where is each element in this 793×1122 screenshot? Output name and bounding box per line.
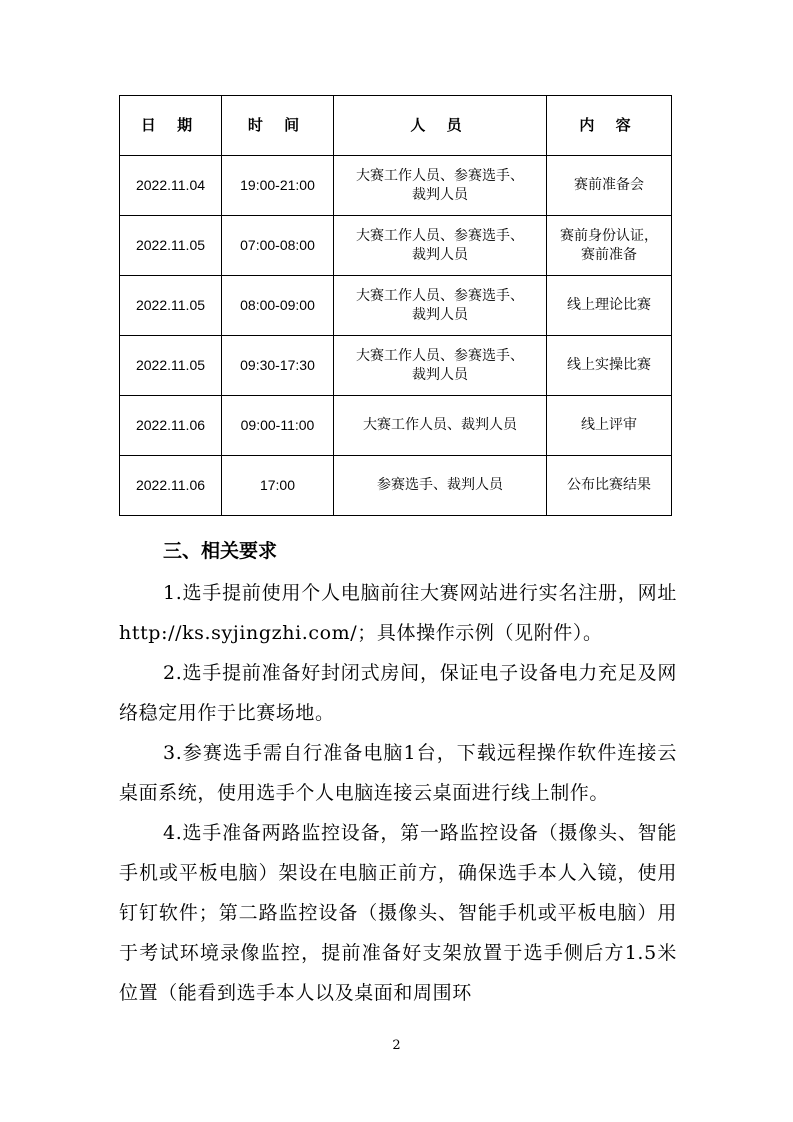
cell-time: 08:00-09:00: [222, 276, 334, 336]
cell-time: 09:30-17:30: [222, 336, 334, 396]
people-text: 大赛工作人员、参赛选手、裁判人员: [356, 347, 524, 383]
cell-content: 线上评审: [547, 396, 672, 456]
schedule-table: [119, 95, 672, 516]
requirement-paragraph-1: 1.选手提前使用个人电脑前往大赛网站进行实名注册，网址http://ks.syjingzhi.com/；具体操作示例（见附件）。: [119, 582, 677, 644]
header-date: 日 期: [120, 96, 222, 156]
header-time: 时 间: [222, 96, 334, 156]
page-number: 2: [392, 1038, 401, 1053]
header-content: 内 容: [547, 96, 672, 156]
people-text: 大赛工作人员、参赛选手、裁判人员: [356, 287, 524, 323]
cell-people: 参赛选手、裁判人员: [334, 456, 547, 516]
requirement-paragraph-4: 4.选手准备两路监控设备，第一路监控设备（摄像头、智能手机或平板电脑）架设在电脑正前方，确保选手本人入镜，使用钉钉软件；第二路监控设备（摄像头、智能手机或平板电脑）用于考试环境录像监控，提前准备好支架放置于选手侧后方1.5米位置（能看到选手本人以及桌面和周围环: [119, 822, 677, 1004]
cell-people: [334, 276, 547, 336]
table-row: [120, 396, 672, 456]
cell-content: 赛前准备会: [547, 156, 672, 216]
cell-date: 2022.11.05: [120, 336, 222, 396]
cell-content: 线上实操比赛: [547, 336, 672, 396]
table-row: [120, 456, 672, 516]
table-row: [120, 336, 672, 396]
cell-content: [547, 216, 672, 276]
section-title: 三、相关要求: [163, 540, 278, 562]
cell-content: 线上理论比赛: [547, 276, 672, 336]
cell-time: 17:00: [222, 456, 334, 516]
cell-people: 大赛工作人员、裁判人员: [334, 396, 547, 456]
table-row: [120, 216, 672, 276]
cell-content: 公布比赛结果: [547, 456, 672, 516]
cell-people: [334, 156, 547, 216]
table-row: [120, 276, 672, 336]
requirement-paragraph-3: 3.参赛选手需自行准备电脑1台，下载远程操作软件连接云桌面系统，使用选手个人电脑连接云桌面进行线上制作。: [119, 742, 677, 804]
cell-date: 2022.11.05: [120, 216, 222, 276]
table-header-row: [120, 96, 672, 156]
cell-date: 2022.11.04: [120, 156, 222, 216]
cell-time: 19:00-21:00: [222, 156, 334, 216]
table-row: [120, 156, 672, 216]
people-text: 大赛工作人员、参赛选手、裁判人员: [356, 227, 524, 263]
cell-time: 07:00-08:00: [222, 216, 334, 276]
cell-people: [334, 216, 547, 276]
header-people: 人 员: [334, 96, 547, 156]
content-text: 赛前身份认证，赛前准备: [560, 227, 658, 263]
cell-time: 09:00-11:00: [222, 396, 334, 456]
requirement-paragraph-2: 2.选手提前准备好封闭式房间，保证电子设备电力充足及网络稳定用作于比赛场地。: [119, 662, 677, 724]
cell-date: 2022.11.06: [120, 456, 222, 516]
people-text: 大赛工作人员、参赛选手、裁判人员: [356, 167, 524, 203]
cell-date: 2022.11.05: [120, 276, 222, 336]
cell-date: 2022.11.06: [120, 396, 222, 456]
cell-people: [334, 336, 547, 396]
